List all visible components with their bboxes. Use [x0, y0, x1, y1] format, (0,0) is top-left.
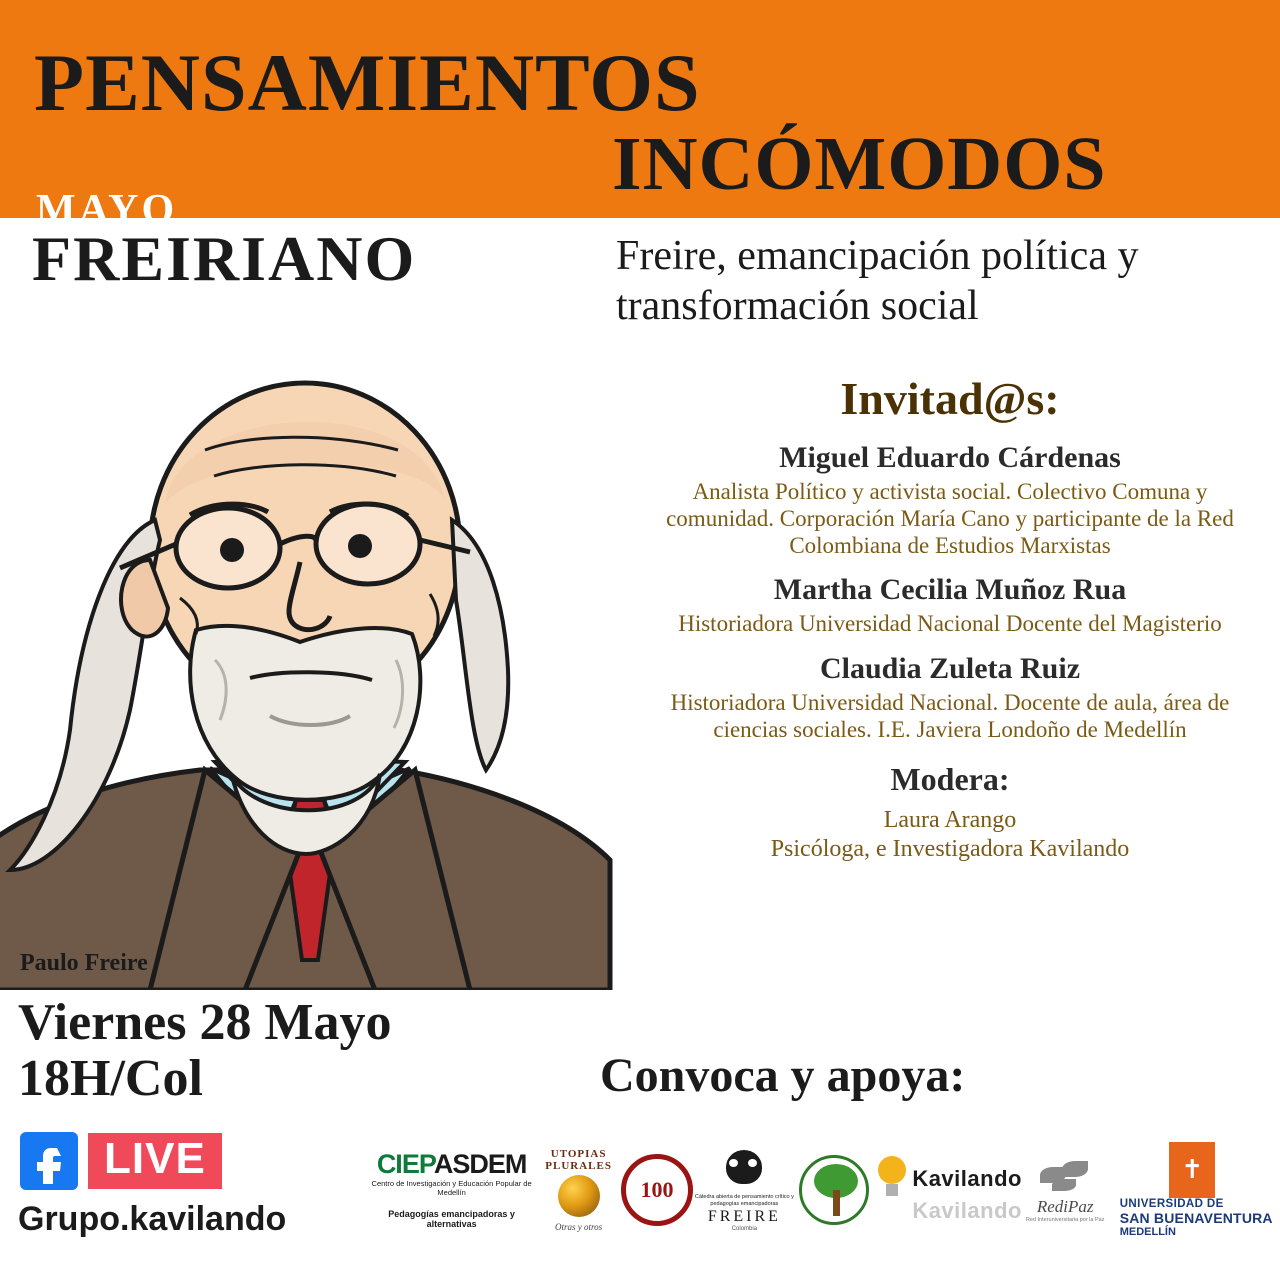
kavilando-row [872, 1156, 1022, 1202]
ciep-accent-text: ASDEM [433, 1149, 527, 1180]
series-label-freiriano: FREIRIANO [32, 223, 417, 294]
guests-heading: Invitad@s: [840, 373, 1060, 424]
guest-item [640, 441, 1260, 559]
usb-line3: MEDELLÍN [1119, 1226, 1176, 1238]
sponsor-logo-strip [366, 1130, 1276, 1250]
guest-name: Claudia Zuleta Ruiz [819, 651, 1081, 685]
guests-section [640, 372, 1260, 863]
moderator-name: Laura Arango [883, 806, 1017, 833]
logo-utopias-plurales [537, 1148, 620, 1232]
logo-universidad-san-buenaventura [1108, 1142, 1276, 1238]
redipaz-wordmark: RediPaz [1036, 1197, 1094, 1216]
guest-name: Martha Cecilia Muñoz Rua [773, 573, 1127, 607]
logo-kavilando [872, 1156, 1022, 1224]
series-label-mayo: MAYO [36, 187, 178, 233]
kavilando-wordmark: Kavilando [912, 1166, 1022, 1191]
sponsors-heading: Convoca y apoya: [600, 1049, 966, 1102]
redipaz-subtitle: Red Interuniversitaria por la Paz [1025, 1217, 1105, 1223]
usb-line1: UNIVERSIDAD DE [1119, 1198, 1224, 1210]
facebook-icon[interactable] [18, 1130, 80, 1192]
sello-circle-icon: 100 [621, 1154, 693, 1226]
usb-text-block [1120, 1198, 1273, 1238]
freire-face-icon [720, 1148, 768, 1192]
guest-description: Historiadora Universidad Nacional. Docente de aula, área de ciencias sociales. I.E. Javiera Londoño de Medellín [670, 689, 1230, 742]
facebook-live-badge[interactable] [18, 1128, 222, 1194]
logo-semillero-arbol [795, 1155, 872, 1225]
ciep-subtitle: Centro de Investigación y Educación Popular de Medellín [371, 1179, 532, 1197]
logo-catedra-freire [694, 1148, 795, 1232]
logo-redipaz [1022, 1157, 1108, 1223]
portrait-caption: Paulo Freire [20, 950, 148, 976]
moderator-role: Psicóloga, e Investigadora Kavilando [770, 835, 1130, 862]
usb-crest-icon: ✝ [1169, 1142, 1215, 1198]
catedra-subtitle: Cátedra abierta de pensamiento crítico y pedagogías emancipadoras [694, 1194, 794, 1207]
tree-icon [799, 1155, 869, 1225]
paulo-freire-illustration [0, 330, 620, 990]
page-title-line2: INCÓMODOS [612, 122, 1107, 206]
moderator-heading: Modera: [890, 760, 1010, 797]
guest-item [640, 652, 1260, 743]
guest-name: Miguel Eduardo Cárdenas [779, 441, 1121, 474]
globe-icon [558, 1175, 600, 1217]
catedra-name-sub: Colombia [731, 1225, 758, 1232]
page-title-line1: PENSAMIENTOS [34, 37, 701, 128]
guest-item [640, 573, 1260, 637]
utopias-subtitle: Otras y otros [555, 1222, 603, 1232]
guest-description: Historiadora Universidad Nacional Docente del Magisterio [678, 611, 1222, 637]
lightbulb-icon [872, 1156, 912, 1202]
guest-description: Analista Político y activista social. Colectivo Comuna y comunidad. Corporación María Cano y participante de la Red Colombiana de Estudios Marxistas [666, 479, 1234, 559]
dove-icon [1036, 1157, 1094, 1197]
ciep-main-text: CIEP [376, 1149, 434, 1180]
logo-ciep-asdem [366, 1151, 537, 1229]
ciep-tagline: Pedagogías emancipadoras y alternativas [388, 1208, 515, 1229]
logo-sello-100 [620, 1154, 694, 1226]
ciep-wordmark [377, 1151, 527, 1178]
usb-line2: SAN BUENAVENTURA [1119, 1210, 1273, 1226]
utopias-title: UTOPIAS PLURALES [545, 1148, 612, 1172]
event-datetime [18, 995, 392, 1107]
event-time: 18H/Col [18, 1050, 203, 1108]
kavilando-wordmark-shadow: Kavilando [912, 1198, 1022, 1223]
catedra-name: FREIRE [707, 1207, 781, 1225]
event-subtitle: Freire, emancipación política y transformación social [616, 233, 1139, 329]
live-label: LIVE [88, 1133, 222, 1189]
event-date: Viernes 28 Mayo [18, 994, 392, 1051]
facebook-handle[interactable]: Grupo.kavilando [18, 1200, 287, 1238]
